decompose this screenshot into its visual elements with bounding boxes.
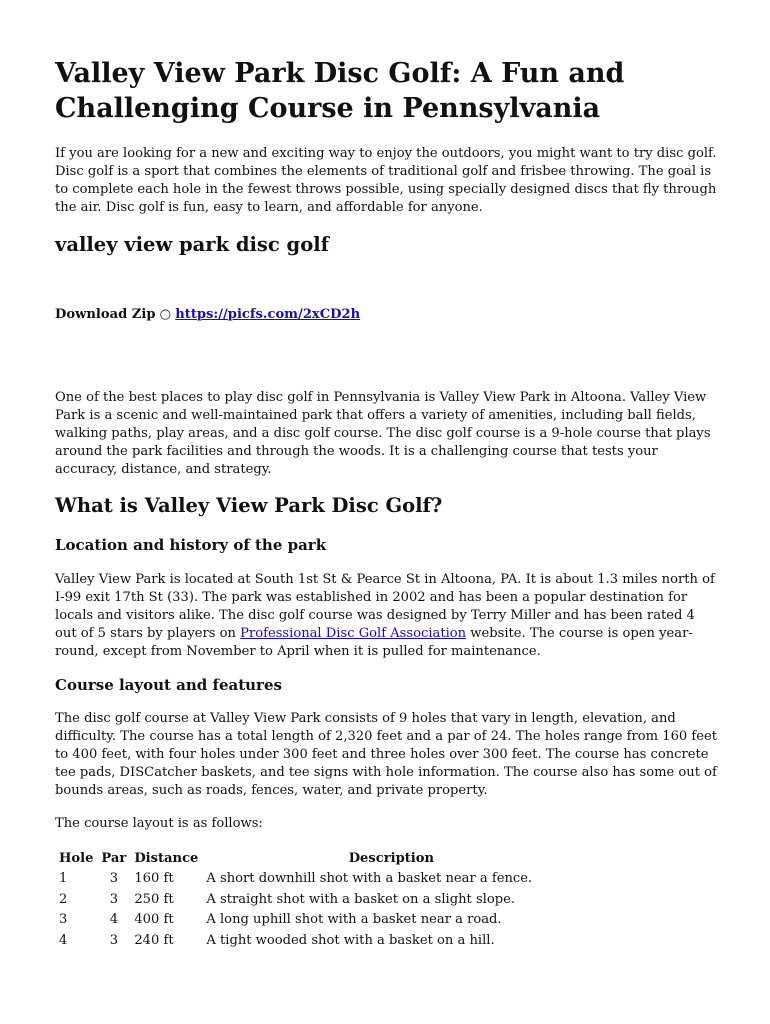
section-heading: What is Valley View Park Disc Golf?	[55, 494, 443, 517]
cell-par: 3	[109, 891, 119, 907]
layout-heading: Course layout and features	[55, 676, 282, 694]
intro-paragraph: If you are looking for a new and exciting way to enjoy the outdoors, you might want to try disc golf. Disc golf is a sport that combines the elements of traditional golf and frisbee throwing. The goal is to complete each hole in the fewest throws possible, using specially designed discs that fly through the air. Disc golf is fun, easy to learn, and affordable for anyone.	[55, 146, 717, 215]
altoona-paragraph: One of the best places to play disc golf in Pennsylvania is Valley View Park in Altoona. Valley View Park is a scenic and well-maintained park that offers a variety of amenities, including ball fields, walking paths, play areas, and a disc golf course. The disc golf course is a 9-hole course that plays around the park facilities and through the woods. It is a challenging course that tests your accuracy, distance, and strategy.	[55, 390, 711, 477]
layout-paragraph: The disc golf course at Valley View Park consists of 9 holes that vary in length, elevation, and difficulty. The course has a total length of 2,320 feet and a par of 24. The holes range from 160 feet to 400 feet, with four holes under 300 feet and three holes over 300 feet. The course has concrete tee pads, DISCatcher baskets, and tee signs with hole information. The course also has some out of bounds areas, such as roads, fences, water, and private property.	[55, 711, 718, 798]
download-label: Download Zip	[55, 307, 156, 322]
pdga-link[interactable]: Professional Disc Golf Association	[240, 625, 467, 641]
circle-icon: ○	[159, 307, 172, 322]
table-row	[55, 910, 580, 931]
cell-par: 4	[109, 912, 119, 927]
cell-distance: 160 ft	[134, 871, 174, 886]
keyword-heading: valley view park disc golf	[55, 233, 329, 256]
cell-description: A short downhill shot with a basket near a fence.	[206, 871, 533, 886]
cell-description: A tight wooded shot with a basket on a hill.	[206, 932, 495, 948]
cell-description: A long uphill shot with a basket near a road.	[206, 912, 502, 927]
table-row	[55, 890, 580, 911]
cell-distance: 250 ft	[134, 891, 174, 907]
header-hole: Hole	[59, 851, 94, 866]
table-row	[55, 931, 580, 952]
cell-hole: 3	[59, 912, 68, 927]
layout-intro: The course layout is as follows:	[55, 816, 263, 831]
cell-distance: 240 ft	[134, 932, 174, 948]
location-text-before: Valley View Park is located at South 1st St & Pearce St in Altoona, PA. It is about 1.3 miles north of I-99 exit 17th St (33). The park was established in 2002 and has been a popular destination for locals and visitors alike. The disc golf course was designed by Terry Miller and has been rated 4 out of 5 stars by players on	[55, 572, 715, 641]
header-distance: Distance	[134, 851, 199, 866]
table-header-row	[55, 848, 580, 869]
cell-hole: 4	[59, 932, 68, 948]
cell-par: 3	[109, 932, 119, 948]
header-par: Par	[101, 851, 127, 866]
cell-par: 3	[109, 871, 119, 886]
download-link[interactable]: https://picfs.com/2xCD2h	[175, 307, 361, 322]
location-text-after: website. The course is open year-round, except from November to April when it is pulled for maintenance.	[55, 625, 693, 659]
cell-hole: 1	[59, 871, 68, 886]
cell-hole: 2	[59, 891, 68, 907]
download-line	[55, 306, 360, 324]
cell-description: A straight shot with a basket on a slight slope.	[206, 891, 516, 907]
cell-distance: 400 ft	[134, 912, 174, 927]
course-table	[55, 848, 580, 951]
table-row	[55, 869, 580, 890]
location-paragraph	[55, 571, 720, 661]
page-title: Valley View Park Disc Golf: A Fun and Challenging Course in Pennsylvania	[55, 58, 625, 124]
header-description: Description	[348, 851, 435, 866]
location-heading: Location and history of the park	[55, 536, 327, 554]
